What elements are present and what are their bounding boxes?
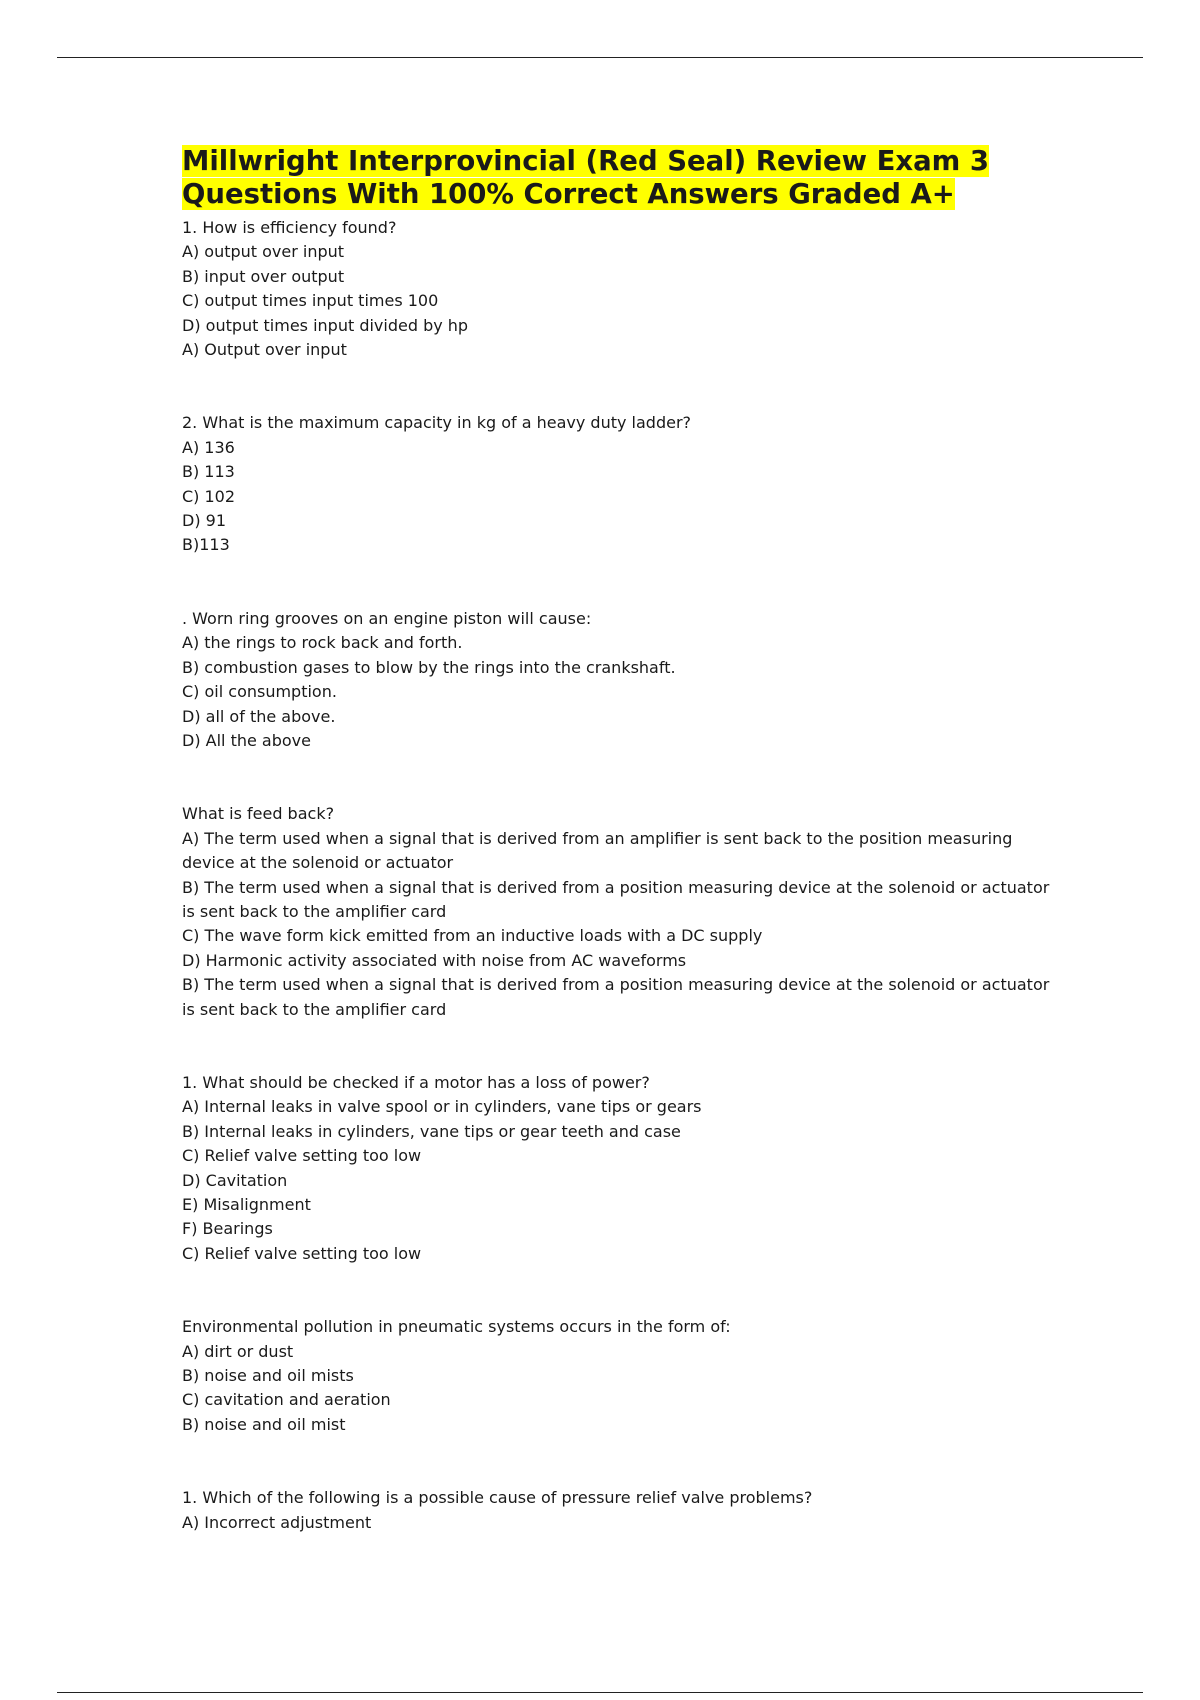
- answer-option: F) Bearings: [182, 1219, 273, 1239]
- answer-option: B) 113: [182, 462, 235, 482]
- answer-option: D) output times input divided by hp: [182, 315, 469, 335]
- page-top-rule: [57, 57, 1143, 58]
- answer-option: D) all of the above.: [182, 706, 336, 726]
- answer-option: D) 91: [182, 511, 227, 531]
- answer-option: A) Incorrect adjustment: [182, 1512, 372, 1532]
- question-block: [182, 1071, 1062, 1266]
- answer-option: C) Relief valve setting too low: [182, 1146, 422, 1166]
- answer-option: B) combustion gases to blow by the rings into the crankshaft.: [182, 657, 676, 677]
- answer-option: D) Cavitation: [182, 1170, 288, 1190]
- question-block: [182, 216, 1062, 362]
- answer-option: B) The term used when a signal that is derived from a position measuring device at the solenoid or actuator is sent back to the amplifier card: [182, 877, 1050, 921]
- question-prompt: 1. Which of the following is a possible cause of pressure relief valve problems?: [182, 1488, 813, 1508]
- answer-option: D) Harmonic activity associated with noise from AC waveforms: [182, 950, 687, 970]
- answer-option: C) 102: [182, 486, 236, 506]
- answer-option: A) the rings to rock back and forth.: [182, 633, 463, 653]
- question-block: [182, 1315, 1062, 1437]
- answer-option: E) Misalignment: [182, 1195, 311, 1214]
- question-block: [182, 1486, 1062, 1535]
- question-block: [182, 607, 1062, 753]
- answer-option: A) output over input: [182, 242, 345, 262]
- answer-option: A) The term used when a signal that is derived from an amplifier is sent back to the position measuring device at the solenoid or actuator: [182, 828, 1013, 873]
- answer-option: C) The wave form kick emitted from an inductive loads with a DC supply: [182, 926, 763, 946]
- answer-option: B) Internal leaks in cylinders, vane tips or gear teeth and case: [182, 1121, 681, 1141]
- correct-answer: B) noise and oil mist: [182, 1414, 346, 1434]
- question-prompt: Environmental pollution in pneumatic systems occurs in the form of:: [182, 1317, 731, 1337]
- question-prompt: . Worn ring grooves on an engine piston will cause:: [182, 608, 592, 628]
- answer-option: C) output times input times 100: [182, 291, 439, 311]
- document-title: [182, 145, 1062, 211]
- answer-option: B) noise and oil mists: [182, 1366, 354, 1386]
- document-body: [182, 145, 1062, 1584]
- answer-option: A) Internal leaks in valve spool or in cylinders, vane tips or gears: [182, 1097, 702, 1117]
- question-prompt: What is feed back?: [182, 804, 335, 824]
- question-prompt: 2. What is the maximum capacity in kg of a heavy duty ladder?: [182, 413, 692, 433]
- correct-answer: B)113: [182, 535, 230, 555]
- answer-option: A) 136: [182, 437, 235, 457]
- correct-answer: B) The term used when a signal that is derived from a position measuring device at the solenoid or actuator is sent back to the amplifier card: [182, 975, 1050, 1019]
- question-block: [182, 802, 1062, 1022]
- answer-option: C) cavitation and aeration: [182, 1390, 391, 1410]
- question-prompt: 1. What should be checked if a motor has a loss of power?: [182, 1072, 650, 1092]
- correct-answer: C) Relief valve setting too low: [182, 1243, 422, 1263]
- page-bottom-rule: [57, 1692, 1143, 1693]
- correct-answer: D) All the above: [182, 730, 311, 750]
- answer-option: B) input over output: [182, 266, 345, 286]
- answer-option: A) dirt or dust: [182, 1341, 294, 1361]
- answer-option: C) oil consumption.: [182, 682, 337, 702]
- question-block: [182, 411, 1062, 557]
- question-prompt: 1. How is efficiency found?: [182, 218, 397, 237]
- title-line-1: Millwright Interprovincial (Red Seal) Review Exam 3: [182, 145, 990, 177]
- correct-answer: A) Output over input: [182, 340, 347, 360]
- title-line-2: Questions With 100% Correct Answers Graded A+: [182, 178, 955, 210]
